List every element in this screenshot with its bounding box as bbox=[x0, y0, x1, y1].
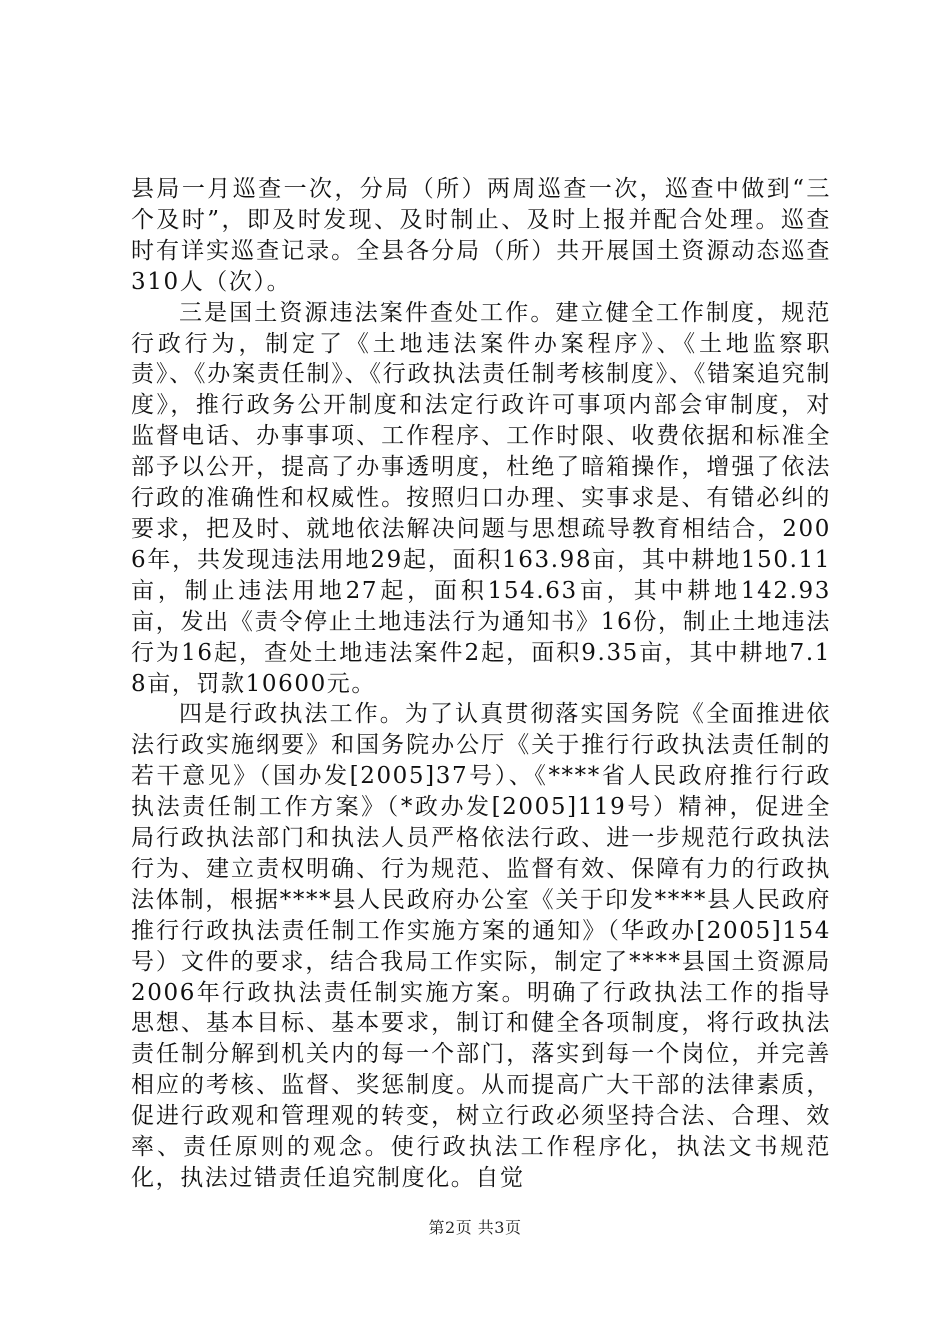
page-number-footer: 第2页 共3页 bbox=[428, 1218, 522, 1237]
paragraph-law-enforcement: 四是行政执法工作。为了认真贯彻落实国务院《全面推进依法行政实施纲要》和国务院办公厅《关于推行行政执法责任制的若干意见》（国办发[2005]37号）、《****省人民政府推行行政执法责任制工作方案》（*政办发[2005]119号）精神，促进全局行政执法部门和执法人员严格依法行政、进一步规范行政执法行为、建立责权明确、行为规范、监督有效、保障有力的行政执法体制，根据****县人民政府办公室《关于印发****县人民政府推行行政执法责任制工作实施方案的通知》（华政办[2005]154号）文件的要求，结合我局工作实际，制定了****县国土资源局2006年行政执法责任制实施方案。明确了行政执法工作的指导思想、基本目标、基本要求，制订和健全各项制度，将行政执法责任制分解到机关内的每一个部门，落实到每一个岗位，并完善相应的考核、监督、奖惩制度。从而提高广大干部的法律素质，促进行政观和管理观的转变，树立行政必须坚持合法、合理、效率、责任原则的观念。使行政执法工作程序化，执法文书规范化，执法过错责任追究制度化。自觉 bbox=[131, 701, 831, 1191]
document-body bbox=[131, 174, 831, 1194]
paragraph-case-handling: 三是国土资源违法案件查处工作。建立健全工作制度，规范行政行为，制定了《土地违法案件办案程序》、《土地监察职责》、《办案责任制》、《行政执法责任制考核制度》、《错案追究制度》，推行政务公开制度和法定行政许可事项内部会审制度，对监督电话、办事事项、工作程序、工作时限、收费依据和标准全部予以公开，提高了办事透明度，杜绝了暗箱操作，增强了依法行政的准确性和权威性。按照归口办理、实事求是、有错必纠的要求，把及时、就地依法解决问题与思想疏导教育相结合，2006年，共发现违法用地29起，面积163.98亩，其中耕地150.11亩，制止违法用地27起，面积154.63亩，其中耕地142.93亩，发出《责令停止土地违法行为通知书》16份，制止土地违法行为16起，查处土地违法案件2起，面积9.35亩，其中耕地7.18亩，罚款10600元。 bbox=[131, 299, 831, 697]
paragraph-patrol: 县局一月巡查一次，分局（所）两周巡查一次，巡查中做到“三个及时”，即及时发现、及时制止、及时上报并配合处理。巡查时有详实巡查记录。全县各分局（所）共开展国土资源动态巡查310人（次）。 bbox=[131, 176, 831, 295]
